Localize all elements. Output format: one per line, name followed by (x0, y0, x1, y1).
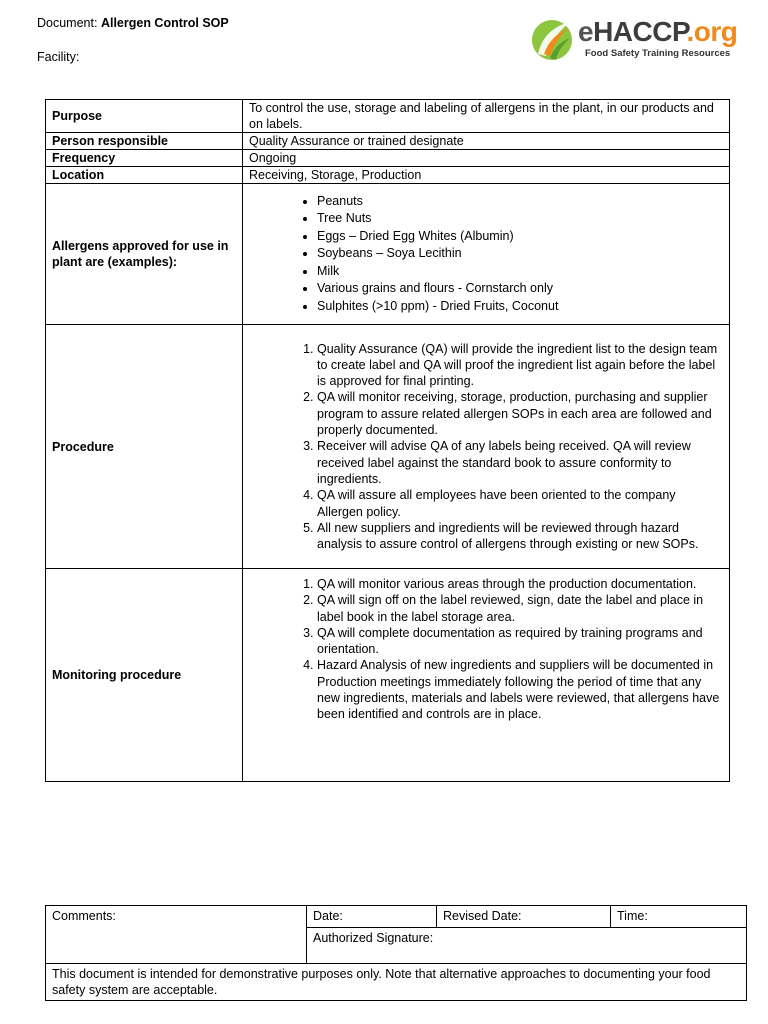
document-line (37, 16, 229, 30)
signature-label: Authorized Signature: (313, 931, 434, 945)
revised-date-field[interactable] (437, 906, 611, 928)
allergen-list (249, 193, 723, 316)
date-label: Date: (313, 909, 343, 923)
allergens-cell (243, 184, 730, 325)
revised-date-label: Revised Date: (443, 909, 522, 923)
list-item: 3. Receiver will advise QA of any labels being received. QA will review received label against the standard book to assure conformity to ingredients. (317, 438, 723, 487)
person-text: Quality Assurance or trained designate (243, 133, 730, 150)
allergens-row (46, 184, 730, 325)
leaf-logo-icon (530, 14, 578, 64)
procedure-row (46, 325, 730, 569)
list-item: 1. Quality Assurance (QA) will provide the ingredient list to the design team to create label and QA will proof the ingredient list again before the label is approved for final printing. (317, 341, 723, 390)
facility-label: Facility: (37, 50, 80, 64)
list-item: 2. QA will sign off on the label reviewed, sign, date the label and place in label book in the label storage area. (317, 592, 723, 625)
purpose-text: To control the use, storage and labeling of allergens in the plant, in our products and on labels. (243, 100, 730, 133)
document-label: Document: (37, 16, 98, 30)
location-text: Receiving, Storage, Production (243, 167, 730, 184)
signature-field[interactable] (307, 928, 747, 964)
disclaimer-row (46, 964, 747, 1001)
frequency-text: Ongoing (243, 150, 730, 167)
procedure-cell (243, 325, 730, 569)
purpose-label: Purpose (46, 100, 243, 133)
list-item: • Peanuts (317, 193, 723, 211)
ehaccp-logo (530, 14, 752, 64)
logo-haccp: HACCP (593, 16, 687, 47)
approval-table (45, 905, 747, 1001)
frequency-row (46, 150, 730, 167)
list-item: • Various grains and flours - Cornstarch only (317, 280, 723, 298)
monitoring-label: Monitoring procedure (46, 569, 243, 782)
comments-field[interactable] (46, 906, 307, 964)
list-item: 4. QA will assure all employees have been oriented to the company Allergen policy. (317, 487, 723, 520)
location-label: Location (46, 167, 243, 184)
time-label: Time: (617, 909, 648, 923)
monitoring-list (249, 576, 723, 723)
logo-org: .org (686, 16, 738, 47)
list-item: 4. Hazard Analysis of new ingredients and suppliers will be documented in Production meetings immediately following the period of time that any new ingredients, materials and labels were reviewed, that allergens have been identified and controls are in place. (317, 657, 723, 722)
person-label: Person responsible (46, 133, 243, 150)
disclaimer-text: This document is intended for demonstrative purposes only. Note that alternative approaches to documenting your food safety system are acceptable. (46, 964, 747, 1001)
logo-e: e (578, 16, 594, 47)
list-item: • Milk (317, 263, 723, 281)
comments-label: Comments: (52, 909, 116, 923)
list-item: • Soybeans – Soya Lecithin (317, 245, 723, 263)
logo-wordmark (578, 16, 737, 48)
list-item: • Eggs – Dried Egg Whites (Albumin) (317, 228, 723, 246)
procedure-list (249, 341, 723, 553)
approval-row-1 (46, 906, 747, 928)
logo-tagline: Food Safety Training Resources (585, 48, 731, 59)
list-item: 3. QA will complete documentation as required by training programs and orientation. (317, 625, 723, 658)
monitoring-row (46, 569, 730, 782)
list-item: • Sulphites (>10 ppm) - Dried Fruits, Coconut (317, 298, 723, 316)
list-item: 1. QA will monitor various areas through the production documentation. (317, 576, 723, 592)
procedure-label: Procedure (46, 325, 243, 569)
list-item: • Tree Nuts (317, 210, 723, 228)
time-field[interactable] (611, 906, 747, 928)
person-row (46, 133, 730, 150)
list-item: 2. QA will monitor receiving, storage, production, purchasing and supplier program to assure related allergen SOPs in each area are followed and properly documented. (317, 389, 723, 438)
monitoring-cell (243, 569, 730, 782)
list-item: 5. All new suppliers and ingredients will be reviewed through hazard analysis to assure control of allergens through existing or new SOPs. (317, 520, 723, 553)
date-field[interactable] (307, 906, 437, 928)
location-row (46, 167, 730, 184)
allergens-label: Allergens approved for use in plant are (examples): (46, 184, 243, 325)
sop-table (45, 99, 730, 782)
frequency-label: Frequency (46, 150, 243, 167)
facility-line (37, 50, 79, 64)
purpose-row (46, 100, 730, 133)
document-title: Allergen Control SOP (100, 16, 229, 30)
